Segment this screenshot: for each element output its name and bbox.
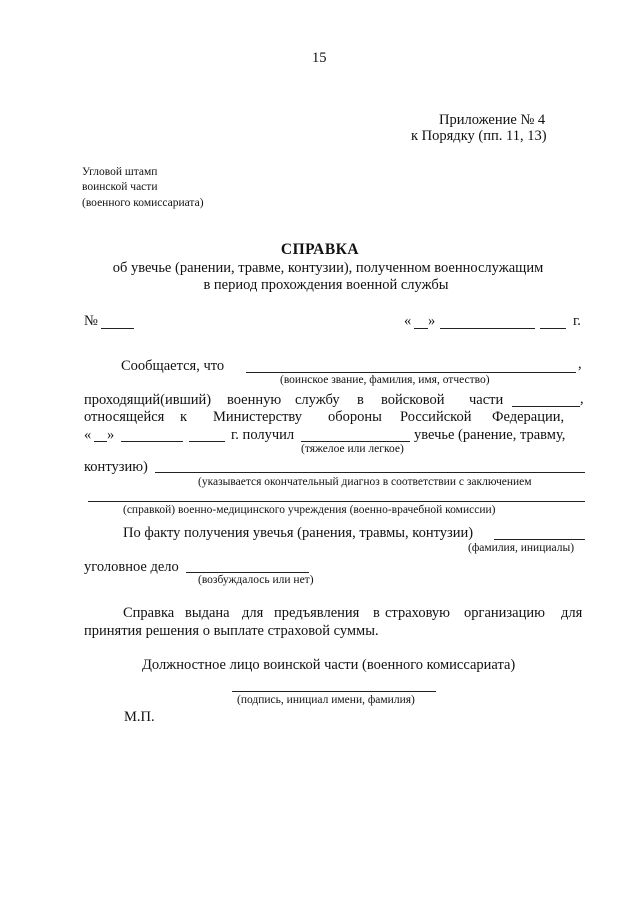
date-year-line[interactable] <box>540 328 566 329</box>
criminal-case-label: уголовное дело <box>84 559 179 575</box>
signature-field-line[interactable] <box>232 691 436 692</box>
ministry-word-6: Федерации, <box>492 409 565 425</box>
issued-word-3: для <box>242 605 264 621</box>
stamp-line-3: (военного комиссариата) <box>82 197 204 209</box>
page-number: 15 <box>312 50 327 66</box>
issued-line-2: принятия решения о выплате страховой суммы. <box>84 623 379 639</box>
year-suffix: г. <box>573 313 581 329</box>
hint-case: (возбуждалось или нет) <box>198 574 314 586</box>
contusion-label: контузию) <box>84 459 148 475</box>
injury-date-year-line[interactable] <box>189 441 225 442</box>
rank-name-field-line[interactable] <box>246 372 576 373</box>
date-close-quote: » <box>428 313 436 329</box>
official-label: Должностное лицо воинской части (военного комиссариата) <box>142 657 516 673</box>
date-month-line[interactable] <box>440 328 535 329</box>
number-field-line[interactable] <box>101 328 134 329</box>
injury-date-month-line[interactable] <box>121 441 183 442</box>
diagnosis-field-line[interactable] <box>155 472 585 473</box>
issued-word-5: в <box>373 605 380 621</box>
issued-word-1: Справка <box>123 605 175 621</box>
appendix-title: Приложение № 4 <box>439 112 546 128</box>
issued-word-6: страховую <box>385 605 451 621</box>
serving-word-2: военную <box>227 392 282 408</box>
serving-word-4: в <box>357 392 364 408</box>
ministry-word-3: Министерству <box>213 409 303 425</box>
number-label: № <box>84 313 98 329</box>
hint-medical: (справкой) военно-медицинского учреждения (военно-врачебной комиссии) <box>123 504 496 516</box>
military-unit-comma: , <box>580 391 584 407</box>
ministry-word-2: к <box>180 409 188 425</box>
injury-date-day-line[interactable] <box>94 441 107 442</box>
hint-diagnosis: (указывается окончательный диагноз в соответствии с заключением <box>198 476 532 488</box>
ministry-word-1: относящейся <box>84 409 165 425</box>
ministry-word-4: обороны <box>328 409 382 425</box>
serving-word-6: части <box>469 392 504 408</box>
fact-label: По факту получения увечья (ранения, травмы, контузии) <box>123 525 474 541</box>
serving-word-5: войсковой <box>381 392 445 408</box>
issued-word-4: предъявления <box>274 605 360 621</box>
document-subtitle-2: в период прохождения военной службы <box>203 277 449 293</box>
hint-surname: (фамилия, инициалы) <box>468 542 575 554</box>
surname-field-line[interactable] <box>494 539 585 540</box>
stamp-line-2: воинской части <box>82 181 158 193</box>
date-day-line[interactable] <box>414 328 428 329</box>
year-received-label: г. получил <box>231 427 295 443</box>
serving-word-3: службу <box>295 392 340 408</box>
hint-severity: (тяжелое или легкое) <box>301 443 404 455</box>
issued-word-8: для <box>561 605 583 621</box>
hint-signature: (подпись, инициал имени, фамилия) <box>237 694 415 706</box>
document-title: СПРАВКА <box>280 241 360 258</box>
appendix-reference: к Порядку (пп. 11, 13) <box>411 128 547 144</box>
injury-word-label: увечье (ранение, травму, <box>414 427 566 443</box>
criminal-case-field-line[interactable] <box>186 572 309 573</box>
ministry-word-5: Российской <box>400 409 472 425</box>
hint-rank-name: (воинское звание, фамилия, имя, отчество) <box>280 374 490 386</box>
diagnosis-continued-line[interactable] <box>88 501 585 502</box>
seal-label: М.П. <box>124 709 155 725</box>
serving-word-1: проходящий(ивший) <box>84 392 212 408</box>
military-unit-field-line[interactable] <box>512 406 580 407</box>
severity-field-line[interactable] <box>301 441 410 442</box>
reported-that-label: Сообщается, что <box>121 358 225 374</box>
injury-date-close-quote: » <box>107 427 115 443</box>
stamp-line-1: Угловой штамп <box>82 166 158 178</box>
document-subtitle-1: об увечье (ранении, травме, контузии), полученном военнослужащим <box>112 260 544 276</box>
date-open-quote: « <box>404 313 412 329</box>
issued-word-7: организацию <box>464 605 545 621</box>
issued-word-2: выдана <box>185 605 230 621</box>
injury-date-open-quote: « <box>84 427 92 443</box>
rank-name-comma: , <box>578 356 582 372</box>
